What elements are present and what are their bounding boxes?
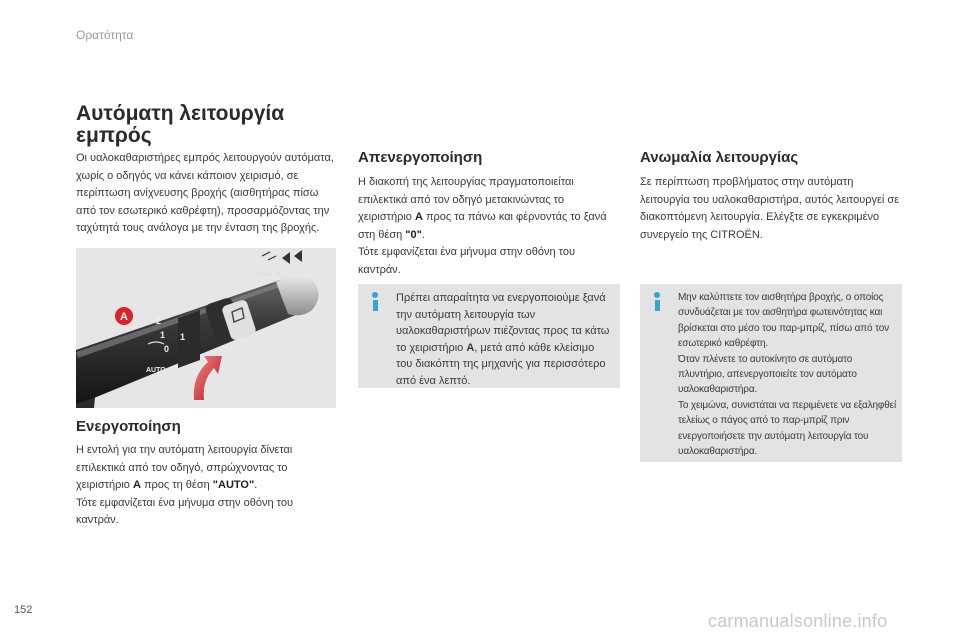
wiper-stalk-illustration — [76, 248, 336, 408]
info-box-sensor — [640, 284, 902, 462]
intro-paragraph: Οι υαλοκαθαριστήρες εμπρός λειτουργούν αυτόματα, χωρίς ο οδηγός να κάνει κάποιον χειρισμό, σε περίπτωση ανίχνευσης βροχής (αισθητήρας πίσω από τον εσωτερικό καθρέφτη), προσαρμόζοντας την ταχύτητά τους ανάλογα με την ένταση της βροχής. — [76, 152, 334, 234]
anomaly-heading: Ανωμαλία λειτουργίας — [640, 149, 799, 166]
info-icon — [654, 292, 660, 311]
deactivation-paragraph: Η διακοπή της λειτουργίας πραγματοποιείται επιλεκτικά από τον οδηγό μετακινώντας το χειριστήριο A προς τα πάνω και φέρνοντάς το ξανά στη θέση "0". Τότε εμφανίζεται ένα μήνυμα στην οθόνη του καντράν. — [358, 176, 607, 276]
wiper-stalk-figure — [76, 248, 336, 408]
stalk-label-1b: 1 — [180, 332, 186, 342]
stalk-label-auto: AUTO — [146, 367, 166, 374]
stalk-label-1: 1 — [160, 330, 166, 340]
activation-paragraph: Η εντολή για την αυτόματη λειτουργία δίνεται επιλεκτικά από τον οδηγό, σπρώχνοντας το χειριστήριο A προς τη θέση "AUTO". Τότε εμφανίζεται ένα μήνυμα στην οθόνη του καντράν. — [76, 444, 293, 526]
page-title: Αυτόματη λειτουργία εμπρός — [76, 102, 285, 147]
stalk-label-0: 0 — [164, 344, 170, 354]
stalk-label-2: 2 — [156, 316, 162, 326]
info-icon — [372, 292, 378, 311]
page-number: 152 — [14, 604, 33, 616]
deactivation-heading: Απενεργοποίηση — [358, 149, 483, 166]
info-text-reactivation: Πρέπει απαραίτητα να ενεργοποιούμε ξανά την αυτόματη λειτουργία των υαλοκαθαριστήρων πιέζοντας προς τα κάτω το χειριστήριο A, μετά από κάθε κλείσιμο του διακόπτη της μηχανής για περισσότερο από ένα λεπτό. — [396, 292, 610, 387]
activation-heading: Ενεργοποίηση — [76, 418, 181, 435]
watermark: carmanualsonline.info — [708, 611, 888, 631]
section-label: Ορατότητα — [76, 28, 134, 42]
marker-a-label: A — [120, 311, 128, 323]
info-text-sensor: Μην καλύπτετε τον αισθητήρα βροχής, ο οποίος συνδυάζεται με τον αισθητήρα φωτεινότητας και βρίσκεται στο μέσο του παρ-μπρίζ, πίσω από τον εσωτερικό καθρέφτη. Όταν πλένετε το αυτοκίνητο σε αυτόματο πλυντήριο, απενεργοποιείτε τον αυτόματο υαλοκαθαριστήρα. Το χειμώνα, συνιστάται να περιμένετε να εξαληφθεί τελείως ο πάγος από το παρ-μπρίζ πριν ενεργοποιήσετε την αυτόματη λειτουργία του υαλοκαθαριστήρα. — [678, 292, 897, 458]
info-box-reactivation — [358, 284, 620, 388]
anomaly-paragraph: Σε περίπτωση προβλήματος στην αυτόματη λειτουργία του υαλοκαθαριστήρα, αυτός λειτουργεί σε διακοπτόμενη λειτουργία. Ελέγξτε σε εγκεκριμένο συνεργείο της CITROËN. — [640, 176, 900, 241]
